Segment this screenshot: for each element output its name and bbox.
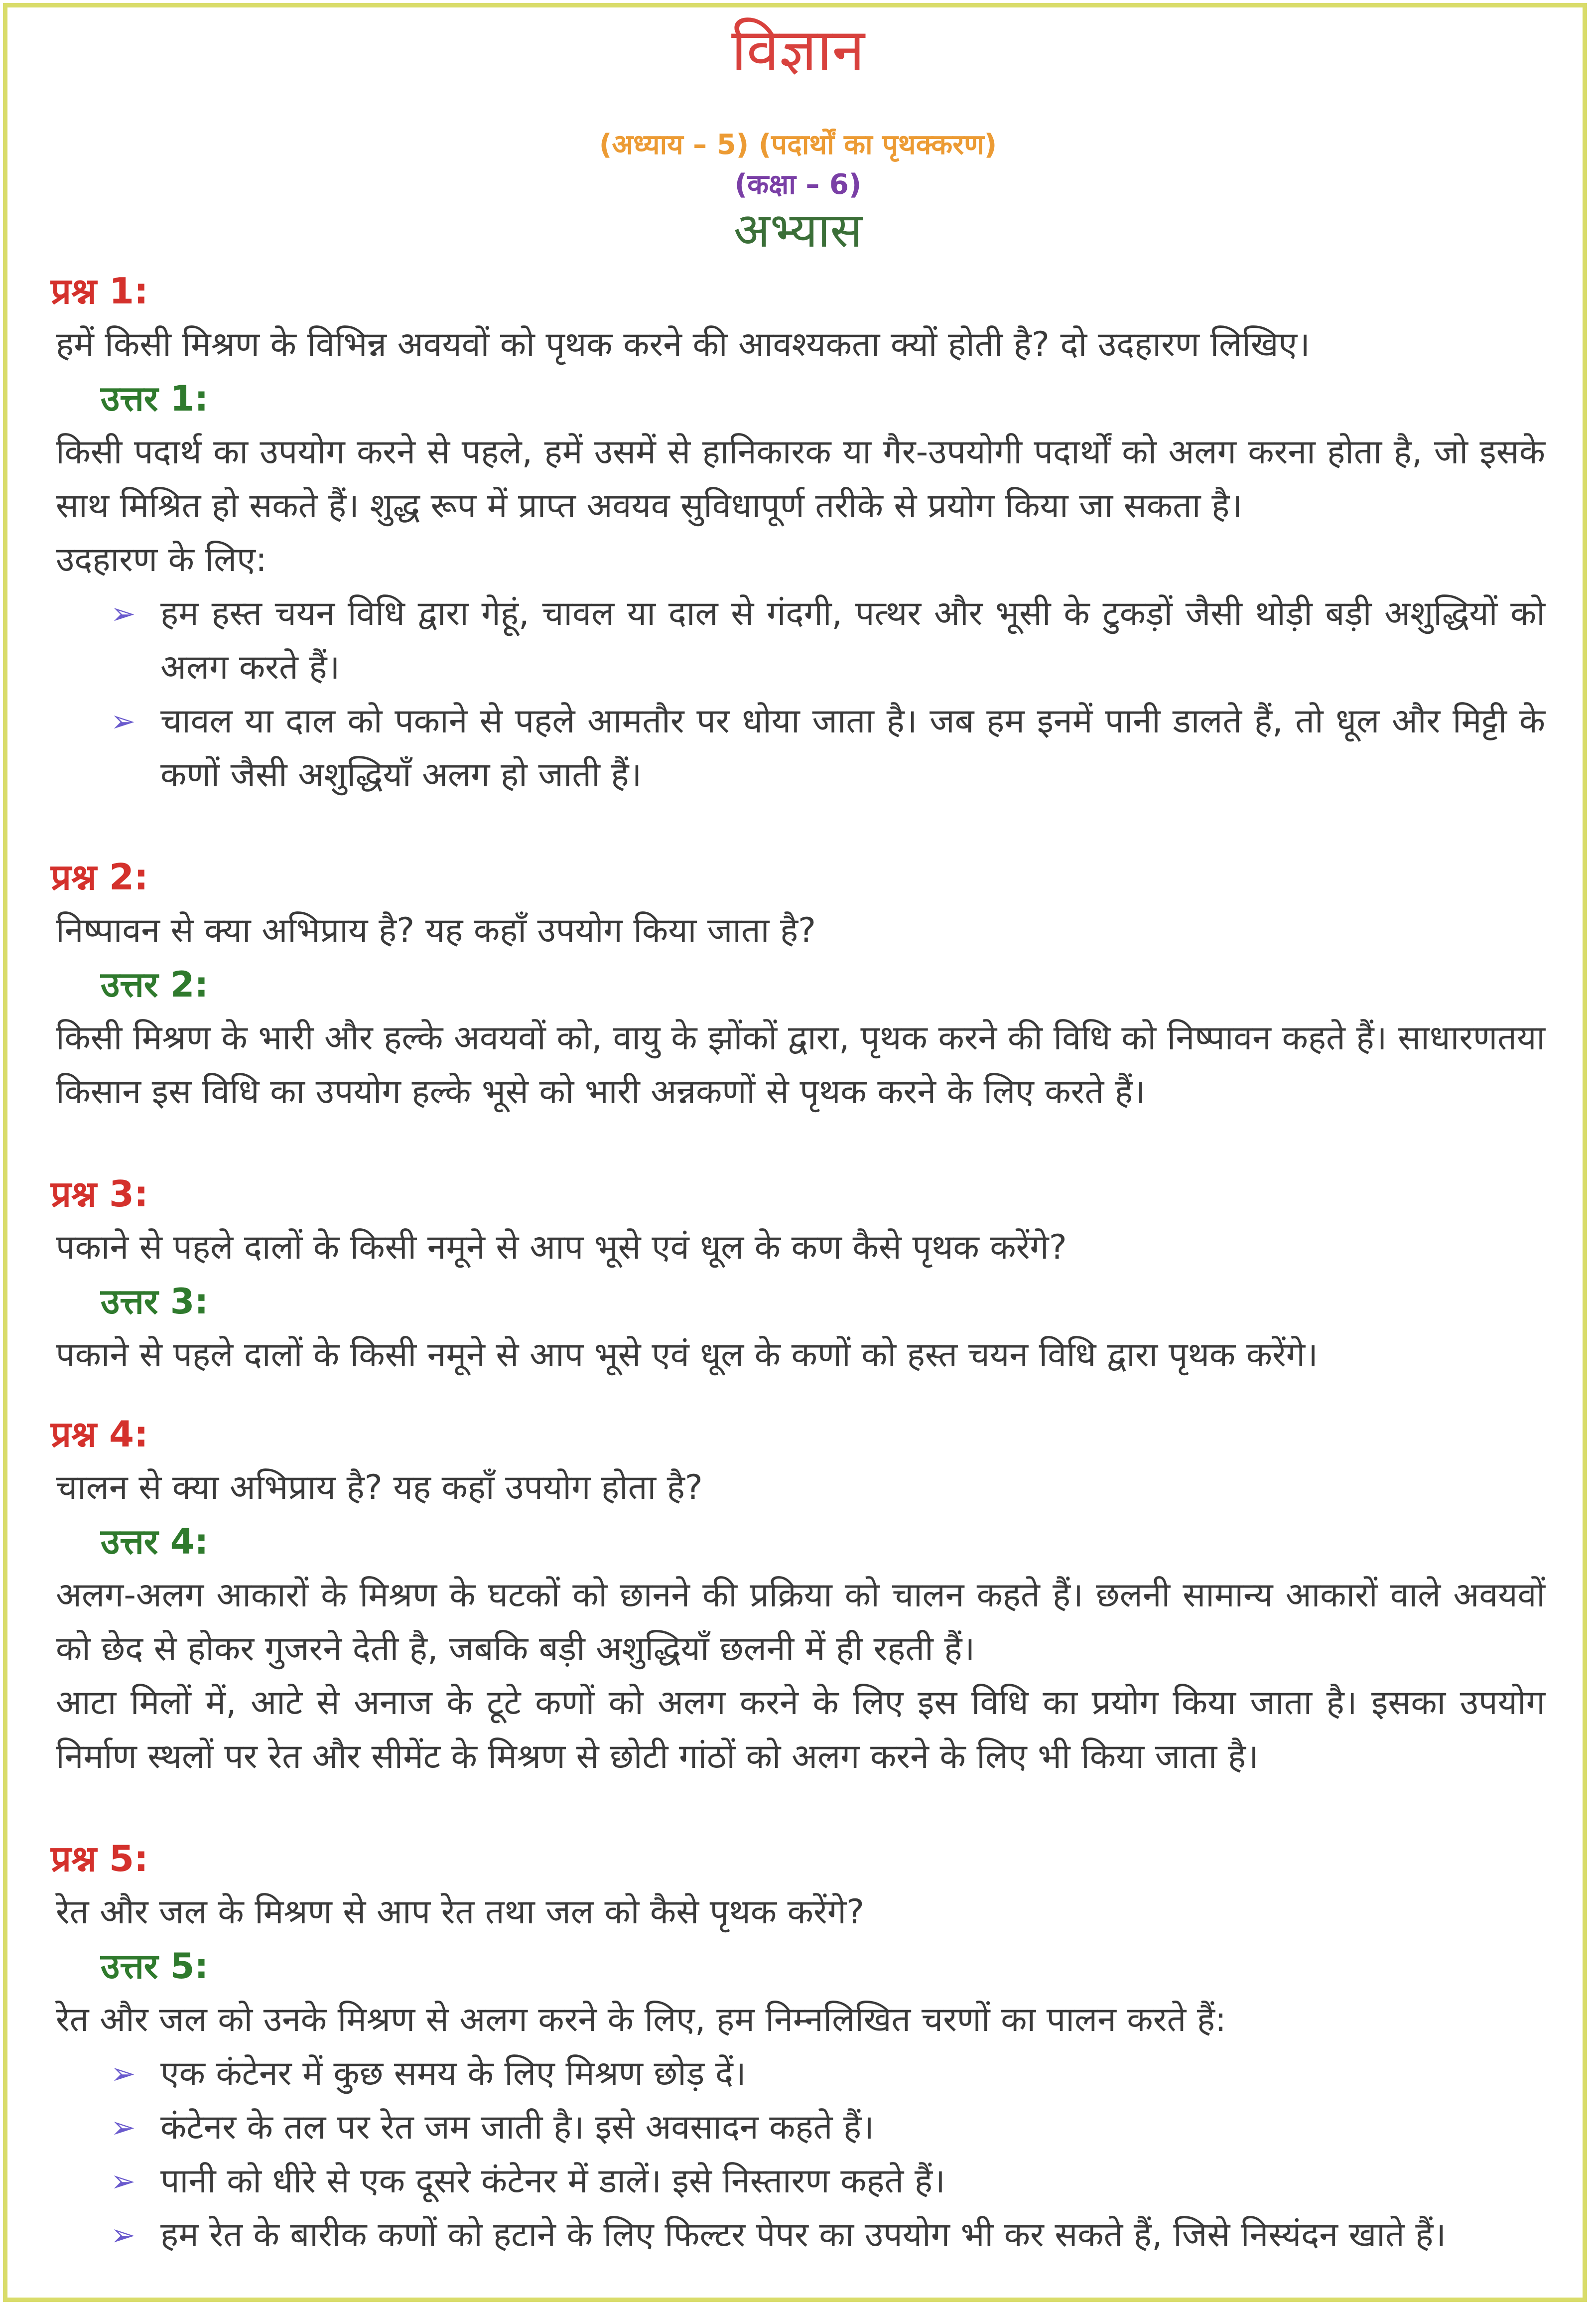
- answer-text: किसी पदार्थ का उपयोग करने से पहले, हमें उसमें से हानिकारक या गैर-उपयोगी पदार्थों को अलग करना होता है, जो इसके साथ मिश्रित हो सकते हैं। शुद्ध रूप में प्राप्त अवयव सुविधापूर्ण तरीके से प्रयोग किया जा सकता है।: [56, 433, 1545, 526]
- arrow-bullet-icon: ➢: [111, 2164, 136, 2199]
- bullet-list: [56, 587, 1545, 802]
- qa-block-3: [51, 1167, 1545, 1382]
- chapter-subtitle: (अध्याय – 5) (पदार्थों का पृथक्करण): [599, 129, 997, 161]
- arrow-bullet-icon: ➢: [111, 596, 136, 631]
- question-text: हमें किसी मिश्रण के विभिन्न अवयवों को पृथक करने की आवश्यकता क्यों होती है? दो उदहारण लिखिए।: [56, 325, 1310, 364]
- arrow-bullet-icon: ➢: [111, 2110, 136, 2145]
- qa-block-4: [51, 1407, 1545, 1784]
- bullet-list: [56, 2047, 1545, 2262]
- answer-text: किसी मिश्रण के भारी और हल्के अवयवों को, वायु के झोंकों द्वारा, पृथक करने की विधि को निष्पावन कहते हैं। साधारणतया किसान इस विधि का उपयोग हल्के भूसे को भारी अन्नकणों से पृथक करने के लिए करते हैं।: [56, 1018, 1545, 1112]
- list-item: ➢ चावल या दाल को पकाने से पहले आमतौर पर धोया जाता है। जब हम इनमें पानी डालते हैं, तो धूल और मिट्टी के कणों जैसी अशुद्धियाँ अलग हो जाती हैं।: [111, 695, 1545, 802]
- list-item: ➢ एक कंटेनर में कुछ समय के लिए मिश्रण छोड़ दें।: [111, 2047, 1545, 2101]
- question-label: प्रश्न 4:: [51, 1413, 148, 1455]
- qa-block-1: [51, 264, 1545, 802]
- answer-label: उत्तर 5:: [101, 1946, 209, 1987]
- answer-extra: उदहारण के लिए:: [56, 540, 267, 579]
- answer-extra: आटा मिलों में, आटे से अनाज के टूटे कणों को अलग करने के लिए इस विधि का प्रयोग किया जाता है। इसका उपयोग निर्माण स्थलों पर रेत और सीमेंट के मिश्रण से छोटी गांठों को अलग करने के लिए भी किया जाता है।: [56, 1683, 1545, 1776]
- question-label: प्रश्न 2:: [51, 856, 148, 898]
- answer-text: पकाने से पहले दालों के किसी नमूने से आप भूसे एवं धूल के कणों को हस्त चयन विधि द्वारा पृथक करेंगे।: [56, 1335, 1318, 1375]
- arrow-bullet-icon: ➢: [111, 2218, 136, 2253]
- page-title: विज्ञान: [731, 15, 865, 84]
- answer-label: उत्तर 4:: [101, 1521, 209, 1562]
- question-text: निष्पावन से क्या अभिप्राय है? यह कहाँ उपयोग किया जाता है?: [56, 911, 816, 950]
- question-text: चालन से क्या अभिप्राय है? यह कहाँ उपयोग होता है?: [56, 1468, 703, 1507]
- section-heading: अभ्यास: [733, 202, 863, 258]
- answer-text: रेत और जल को उनके मिश्रण से अलग करने के लिए, हम निम्नलिखित चरणों का पालन करते हैं:: [56, 2000, 1226, 2039]
- qa-block-5: [51, 1832, 1545, 2262]
- answer-label: उत्तर 3:: [101, 1281, 209, 1322]
- question-text: पकाने से पहले दालों के किसी नमूने से आप भूसे एवं धूल के कण कैसे पृथक करेंगे?: [56, 1228, 1067, 1267]
- list-item: ➢ कंटेनर के तल पर रेत जम जाती है। इसे अवसादन कहते हैं।: [111, 2101, 1545, 2155]
- answer-label: उत्तर 1:: [101, 378, 209, 419]
- qa-block-2: [51, 850, 1545, 1119]
- list-item: ➢ पानी को धीरे से एक दूसरे कंटेनर में डालें। इसे निस्तारण कहते हैं।: [111, 2155, 1545, 2208]
- question-label: प्रश्न 3:: [51, 1173, 148, 1215]
- answer-text: अलग-अलग आकारों के मिश्रण के घटकों को छानने की प्रक्रिया को चालन कहते हैं। छलनी सामान्य आकारों वाले अवयवों को छेद से होकर गुजरने देती है, जबकि बड़ी अशुद्धियाँ छलनी में ही रहती हैं।: [56, 1576, 1545, 1669]
- question-text: रेत और जल के मिश्रण से आप रेत तथा जल को कैसे पृथक करेंगे?: [56, 1892, 865, 1932]
- arrow-bullet-icon: ➢: [111, 2056, 136, 2091]
- class-subtitle: (कक्षा – 6): [734, 168, 862, 201]
- list-item: ➢ हम हस्त चयन विधि द्वारा गेहूं, चावल या दाल से गंदगी, पत्थर और भूसी के टुकड़ों जैसी थोड़ी बड़ी अशुद्धियों को अलग करते हैं।: [111, 587, 1545, 695]
- qa-content: [51, 264, 1545, 2262]
- question-label: प्रश्न 5:: [51, 1838, 148, 1879]
- list-item: ➢ हम रेत के बारीक कणों को हटाने के लिए फिल्टर पेपर का उपयोग भी कर सकते हैं, जिसे निस्यंदन खाते हैं।: [111, 2208, 1545, 2262]
- question-label: प्रश्न 1:: [51, 270, 148, 312]
- answer-label: उत्तर 2:: [101, 964, 209, 1005]
- arrow-bullet-icon: ➢: [111, 704, 136, 739]
